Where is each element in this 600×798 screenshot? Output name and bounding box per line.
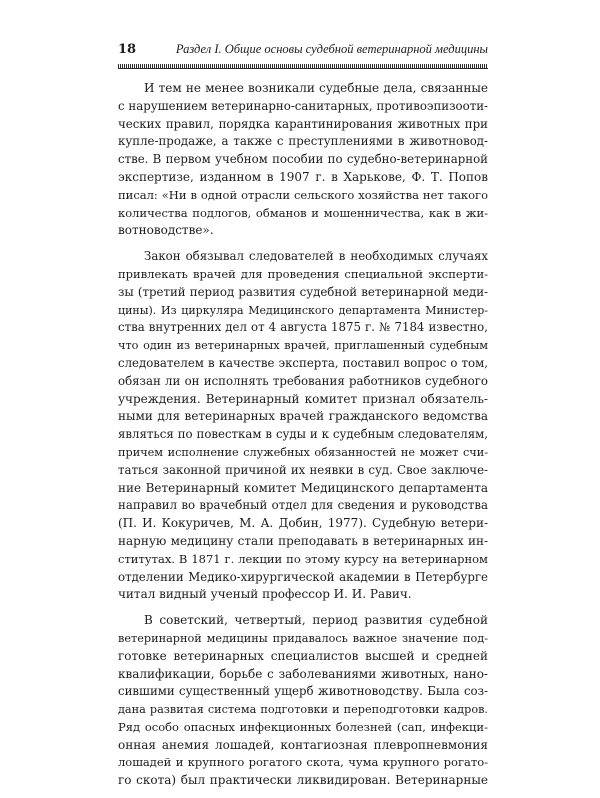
text-line: привлекать врачей для проведения специальной эксперти- (118, 266, 488, 281)
text-line: (П. И. Кокуричев, М. А. Добин, 1977). Судебную ветери- (118, 516, 488, 531)
text-line: писал: «Ни в одной отрасли сельского хозяйства нет такого (118, 187, 488, 202)
paragraph-2 (118, 248, 488, 604)
text-line: зы (третий период развития судебной ветеринарной меди- (118, 284, 488, 299)
text-line: В советский, четвертый, период развития судебной (144, 613, 488, 628)
text-line: онная анемия лошадей, контагиозная плевропневмония (118, 737, 488, 752)
text-line: что один из ветеринарных врачей, приглашенный судебным (118, 339, 488, 353)
paragraph-3 (118, 612, 488, 790)
text-line: го скота) был практически ликвидирован. Ветеринарные (118, 773, 488, 788)
text-line: следователем в качестве эксперта, поставил вопрос о том, (118, 355, 488, 370)
running-title: Раздел I. Общие основы судебной ветеринарной медицины (175, 42, 488, 56)
text-line: купле-продаже, а также с преступлениями в животновод- (118, 134, 488, 149)
text-line: Закон обязывал следователей в необходимых случаях (144, 249, 488, 264)
text-line: дана развитая система подготовки и переподготовки кадров. (118, 703, 488, 717)
text-line: учреждения. Ветеринарный комитет признал обязатель- (118, 391, 488, 406)
text-line: таться законной причиной их неявки в суд. Свое заключе- (118, 462, 488, 477)
text-line: ными для ветеринарных врачей гражданского ведомства (118, 409, 488, 424)
header-rule (118, 64, 488, 69)
text-line: Ряд особо опасных инфекционных болезней (сап, инфекци- (118, 719, 488, 734)
text-line: отделении Медико-хирургической академии в Петербурге (118, 569, 488, 584)
text-line: нарную медицину стали преподавать в ветеринарных ин- (118, 533, 488, 548)
text-line: ческих правил, порядка карантинирования животных при (118, 116, 488, 131)
page-number: 18 (118, 42, 137, 57)
text-line: ститутах. В 1871 г. лекции по этому курсу на ветеринарном (118, 551, 488, 566)
text-line: обязан ли он исполнять требования работников судебного (118, 373, 488, 388)
text-line: ние Ветеринарный комитет Медицинского департамента (118, 480, 488, 495)
text-line: с нарушением ветеринарно-санитарных, противоэпизооти- (118, 98, 488, 113)
text-line: ства внутренних дел от 4 августа 1875 г. № 7184 известно, (118, 320, 488, 335)
text-line: квалификации, борьбе с заболеваниями животных, нано- (118, 666, 488, 681)
text-line: количества подлогов, обманов и мошенничества, как в жи- (118, 205, 488, 220)
text-line: И тем не менее возникали судебные дела, связанные (144, 81, 488, 95)
text-line: экспертизе, изданном в 1907 г. в Харькове, Ф. Т. Попов (118, 169, 488, 184)
body-text (118, 80, 488, 798)
text-line: причем исполнение служебных обязанностей не может счи- (118, 445, 488, 459)
text-line: являться по повесткам в суды и к судебным следователям, (118, 427, 488, 442)
page-header (118, 42, 488, 62)
text-line: стве. В первом учебном пособии по судебно-ветеринарной (118, 152, 488, 167)
text-line: сившими существенный ущерб животноводству. Была соз- (118, 684, 488, 699)
text-line: готовке ветеринарных специалистов высшей и средней (118, 648, 488, 663)
text-line: читал видный ученый профессор И. И. Равич. (118, 587, 412, 602)
text-line: ветеринарной медицины придавалось важное значение под- (118, 631, 488, 645)
text-line: направил во врачебный отдел для сведения и руководства (118, 498, 488, 513)
text-line: лошадей и крупного рогатого скота, чума крупного рогато- (118, 755, 488, 770)
text-line: цины). Из циркуляра Медицинского департамента Министер- (118, 303, 488, 317)
text-line: вотноводстве». (118, 223, 214, 238)
paragraph-1 (118, 80, 488, 240)
